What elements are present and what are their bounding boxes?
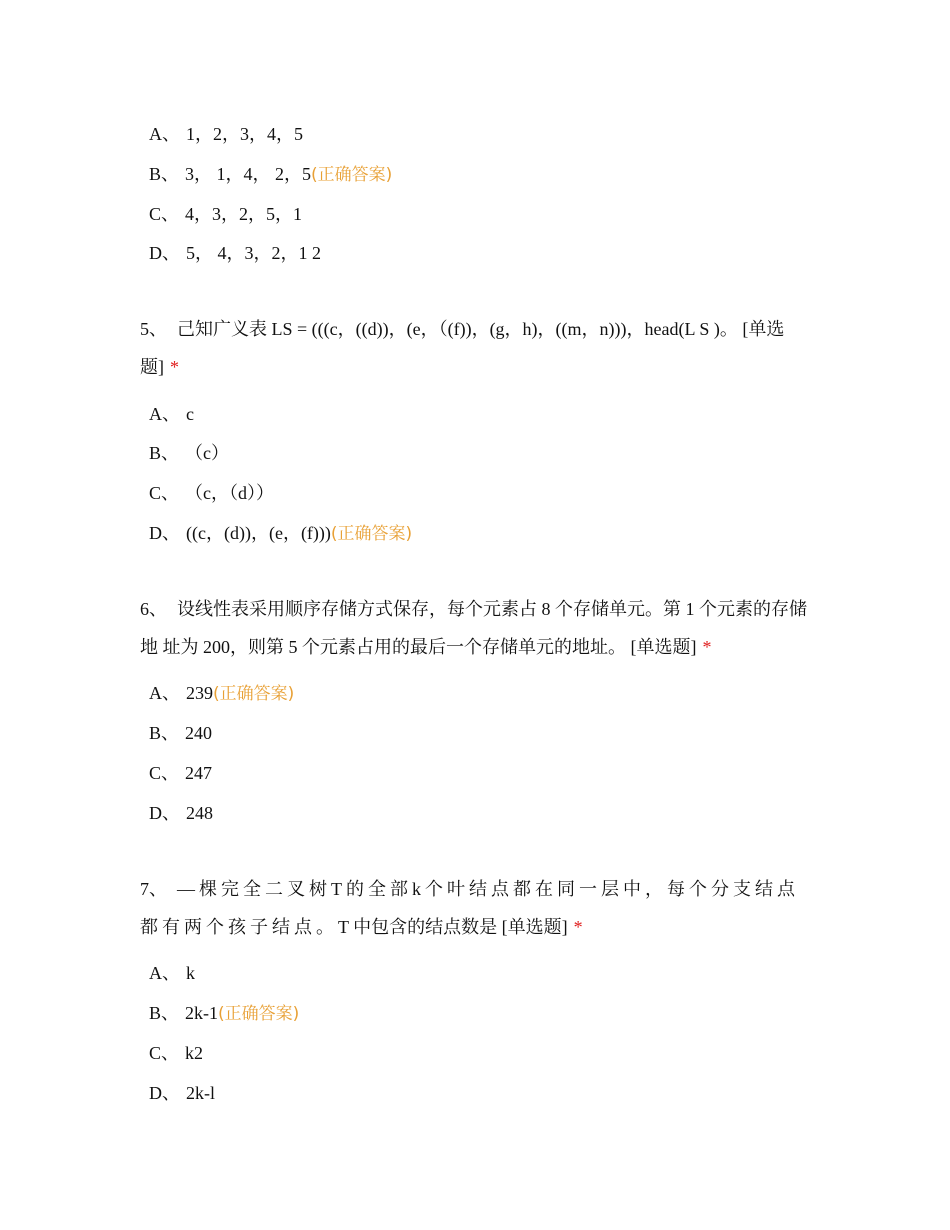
option-row[interactable] (149, 761, 212, 786)
required-mark: * (702, 637, 712, 657)
question-number: 7、 (140, 879, 167, 899)
option-letter: D、 (149, 1083, 180, 1103)
option-row[interactable] (149, 681, 294, 706)
question-type: [单选题] (630, 637, 697, 657)
option-row[interactable] (149, 162, 392, 187)
option-row[interactable] (149, 481, 274, 506)
option-text: 4，3，2，5，1 (185, 204, 303, 224)
option-text: ((c，(d))，(e，(f))) (186, 523, 331, 543)
option-row[interactable] (149, 441, 229, 466)
option-text: （c） (185, 443, 230, 463)
option-letter: B、 (149, 164, 180, 184)
option-row[interactable] (149, 402, 194, 427)
option-letter: A、 (149, 404, 180, 424)
required-mark: * (573, 917, 583, 937)
question-stem (140, 310, 812, 386)
correct-answer-tag: (正确答案) (213, 684, 295, 704)
option-text: 247 (185, 763, 213, 783)
option-row[interactable] (149, 521, 412, 546)
option-text: c (186, 404, 194, 424)
question-number: 6、 (140, 599, 167, 619)
option-letter: B、 (149, 1003, 180, 1023)
question-text: 己知广义表 LS = (((c，((d))，(e，（(f))，(g，h)，((m，n)))，head(L S )。 (177, 319, 738, 339)
option-text: k (186, 963, 195, 983)
question-text: 设线性表采用顺序存储方式保存，每个元素占 8 个存储单元。第 1 个元素的存储地 址为 200，则第 5 个元素占用的最后一个存储单元的地址。 (140, 599, 807, 657)
option-row[interactable] (149, 801, 213, 826)
option-letter: B、 (149, 723, 180, 743)
option-row[interactable] (149, 241, 321, 266)
option-text: 3， 1，4， 2，5 (185, 164, 312, 184)
correct-answer-tag: (正确答案) (311, 165, 393, 185)
option-row[interactable] (149, 961, 195, 986)
option-row[interactable] (149, 721, 212, 746)
question-number: 5、 (140, 319, 167, 339)
option-text: 248 (186, 803, 213, 823)
option-letter: C、 (149, 763, 180, 783)
option-row[interactable] (149, 122, 303, 147)
option-letter: D、 (149, 243, 180, 263)
option-row[interactable] (149, 1001, 299, 1026)
option-letter: C、 (149, 204, 180, 224)
option-letter: B、 (149, 443, 180, 463)
question-text-spaced: —棵完全二叉树T的全部k个叶结点都在同一层中，每个分支结点都有两个孩子结点。 (140, 879, 799, 937)
question-text: T 中包含的结点数是 (338, 917, 498, 937)
option-text: 240 (185, 723, 213, 743)
option-text: 5， 4，3，2，1 2 (186, 243, 321, 263)
correct-answer-tag: (正确答案) (330, 524, 413, 544)
question-stem (140, 870, 812, 946)
option-letter: C、 (149, 1043, 180, 1063)
option-letter: C、 (149, 483, 180, 503)
option-text: k2 (185, 1043, 204, 1063)
option-letter: A、 (149, 124, 180, 144)
option-row[interactable] (149, 1041, 203, 1066)
question-type: [单选题] (140, 319, 785, 377)
option-letter: D、 (149, 803, 180, 823)
option-letter: A、 (149, 963, 180, 983)
correct-answer-tag: (正确答案) (218, 1004, 300, 1024)
option-text: 2k-l (186, 1083, 215, 1103)
question-stem (140, 590, 812, 666)
required-mark: * (170, 357, 179, 377)
option-text: （c，（d）） (185, 483, 275, 503)
option-row[interactable] (149, 1081, 215, 1106)
option-text: 1，2，3，4，5 (186, 124, 303, 144)
question-type: [单选题] (501, 917, 568, 937)
option-text: 2k-1 (185, 1003, 219, 1023)
option-row[interactable] (149, 202, 302, 227)
option-letter: A、 (149, 683, 180, 703)
option-letter: D、 (149, 523, 180, 543)
option-text: 239 (186, 683, 213, 703)
